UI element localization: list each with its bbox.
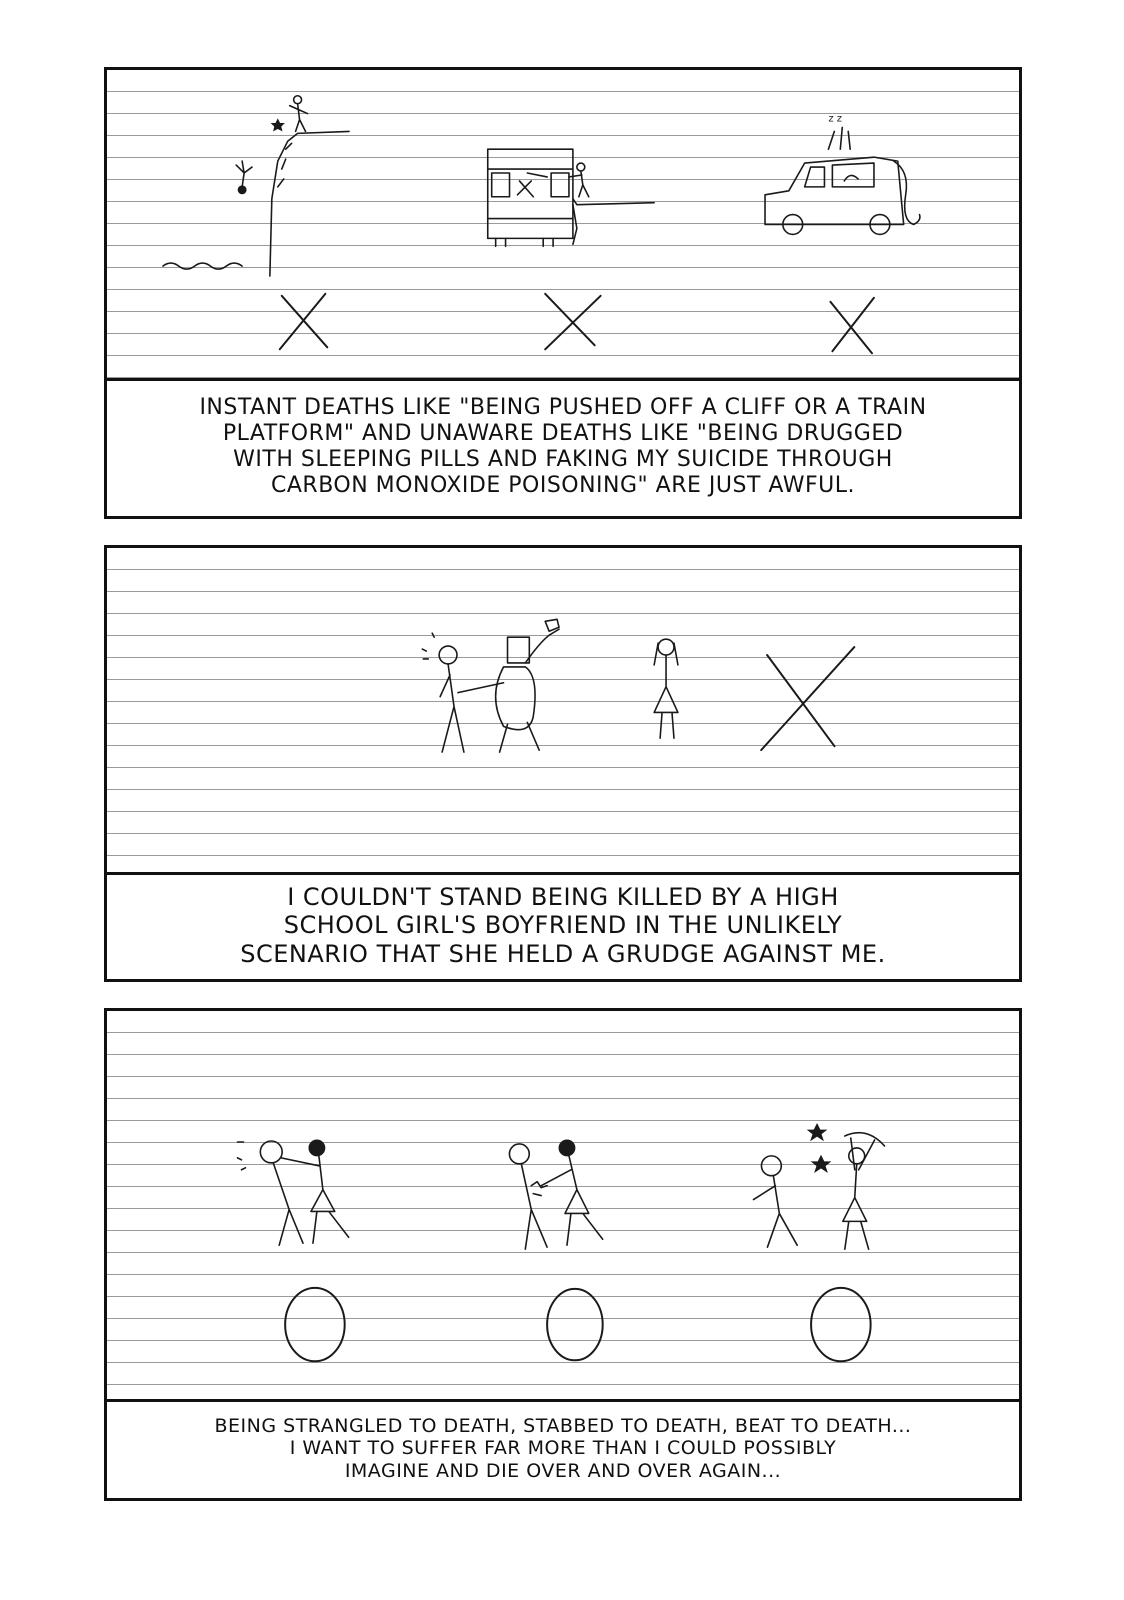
sleeping-person — [844, 175, 858, 181]
pusher-body — [290, 104, 308, 132]
cliff-push-sketch — [163, 96, 349, 276]
comic-panel-3 — [104, 1008, 1022, 1501]
panel-3-sketch — [107, 1011, 1019, 1399]
cliff-edge — [270, 131, 349, 276]
o-mark-2 — [547, 1289, 603, 1360]
victim-head — [439, 646, 457, 664]
weapon-icon — [545, 619, 559, 631]
x-mark-1 — [280, 294, 328, 349]
hit-star-icon-2 — [812, 1156, 830, 1172]
boyfriend-head — [508, 637, 530, 663]
panel-2-drawing — [107, 548, 1019, 875]
pusher-2-body — [569, 171, 589, 197]
x-mark-2 — [545, 294, 600, 349]
x-mark-3 — [830, 298, 874, 353]
panel-3-caption-box — [107, 1399, 1019, 1498]
girl-body — [654, 655, 678, 738]
sweat-marks — [422, 633, 434, 659]
boyfriend-attack-sketch — [422, 619, 678, 752]
strangled-sketch — [238, 1140, 349, 1245]
panel-1-sketch — [107, 70, 1019, 378]
victim-1-sweat — [238, 1142, 246, 1170]
boyfriend-torso — [496, 667, 535, 730]
impact-star-icon — [272, 120, 284, 131]
panel-1-caption: INSTANT DEATHS LIKE "BEING PUSHED OFF A CLIFF OR A TRAIN PLATFORM" AND UNAWARE DEATHS LIKE "BEING DRUGGED WITH SLEEPING PILLS AND FAKING MY SUICIDE THROUGH CARBON MONOXIDE POISONING" ARE JUST AWFUL. — [199, 395, 927, 498]
car-window-front — [805, 167, 825, 187]
girl-3-body — [843, 1138, 875, 1249]
panel-3-caption: BEING STRANGLED TO DEATH, STABBED TO DEATH, BEAT TO DEATH... I WANT TO SUFFER FAR MORE THAN I COULD POSSIBLY IMAGINE AND DIE OVER AND OVER AGAIN... — [214, 1414, 912, 1482]
girl-head — [658, 639, 674, 655]
victim-2-head — [509, 1144, 529, 1164]
comic-panel-2 — [104, 545, 1022, 982]
girl-1-body — [281, 1156, 348, 1243]
boyfriend-raised-arm — [525, 629, 559, 663]
victim-3-body — [754, 1176, 798, 1247]
sleep-z-icon: z z — [828, 113, 842, 125]
approval-marks — [285, 1288, 870, 1361]
panel-2-caption: I COULDN'T STAND BEING KILLED BY A HIGH SCHOOL GIRL'S BOYFRIEND IN THE UNLIKELY SCENARIO THAT SHE HELD A GRUDGE AGAINST ME. — [240, 883, 886, 968]
panel-2-sketch — [107, 548, 1019, 872]
panel-3-drawing — [107, 1011, 1019, 1402]
beaten-sketch — [754, 1124, 885, 1249]
water-waves — [163, 263, 242, 269]
victim-1-body — [273, 1163, 303, 1245]
victim-1-head — [260, 1141, 282, 1163]
girl-1-head — [309, 1140, 325, 1156]
pusher-head — [294, 96, 302, 104]
o-mark-3 — [811, 1288, 871, 1361]
verdict-marks — [280, 294, 874, 353]
car-monoxide-sketch — [765, 113, 920, 234]
sleep-lines — [828, 127, 850, 149]
panel-1-caption-box — [107, 378, 1019, 516]
victim-3-head — [761, 1156, 781, 1176]
panel-2-caption-box — [107, 872, 1019, 979]
girl-2-head — [559, 1140, 575, 1156]
train-platform-sketch — [488, 149, 654, 246]
cliff-texture — [278, 143, 292, 187]
exhaust-hose — [894, 161, 920, 224]
o-mark-1 — [285, 1288, 345, 1361]
pusher-2-head — [577, 163, 585, 171]
train-window-2 — [551, 173, 569, 197]
falling-figure — [236, 161, 252, 187]
x-mark-4 — [761, 647, 854, 750]
hit-figure — [517, 173, 547, 197]
hit-star-icon-1 — [808, 1124, 826, 1140]
victim-2-body — [521, 1164, 547, 1249]
comic-panel-1 — [104, 67, 1022, 519]
train-wheels — [496, 238, 553, 246]
victim-body — [440, 664, 464, 752]
panel-1-drawing — [107, 70, 1019, 381]
stabbed-sketch — [509, 1140, 602, 1249]
platform-edge — [573, 199, 654, 205]
girl-2-body — [541, 1156, 603, 1245]
train-window-1 — [492, 173, 510, 197]
falling-figure-head — [238, 186, 246, 194]
